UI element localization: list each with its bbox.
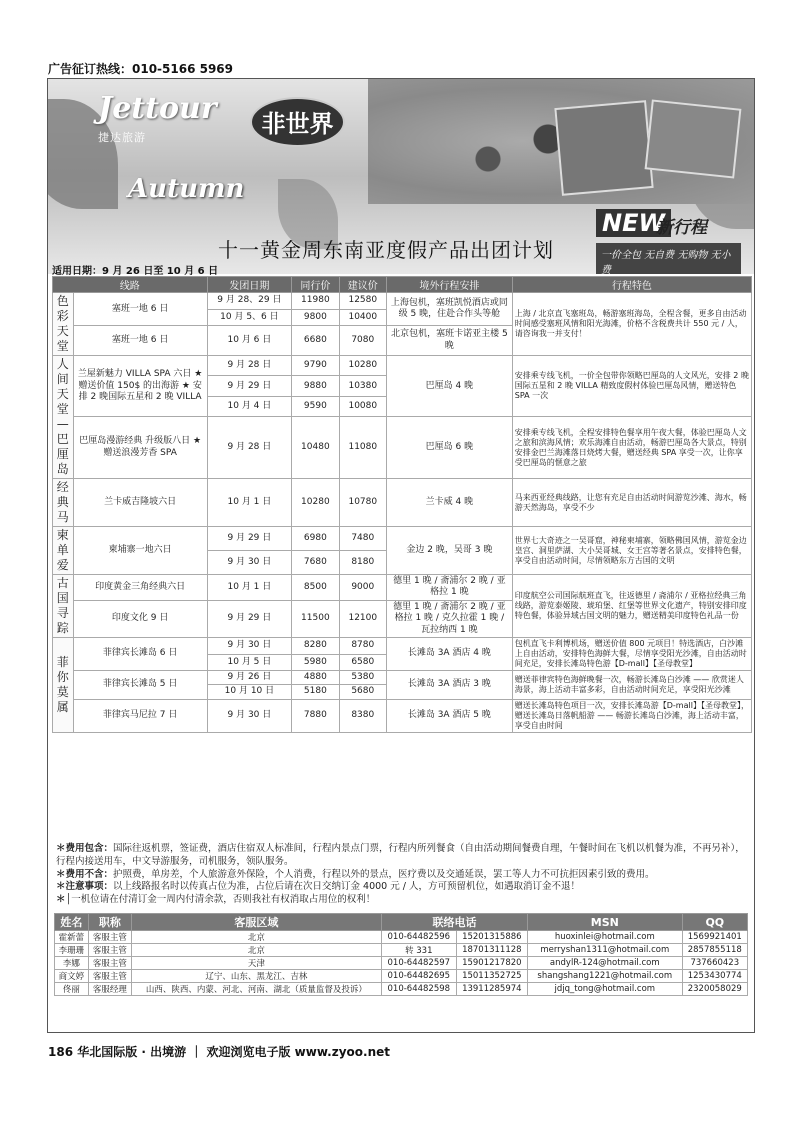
peer-price: 8280 — [292, 638, 339, 655]
col-itinerary: 境外行程安排 — [387, 277, 513, 293]
table-row — [53, 479, 752, 527]
staff-col-region: 客服区域 — [131, 914, 381, 931]
table-row — [53, 527, 752, 551]
departure-date: 9 月 28 日 — [207, 356, 292, 376]
staff-msn: jdjq_tong@hotmail.com — [528, 983, 683, 996]
features: 安排乘专线飞机，全程安排特色餐享用午夜大餐，体验巴厘岛人文之旅和滨海风情；欢乐海滩自由活动，畅游巴厘岛各大景点，特别安排金巴兰海滩落日烧烤大餐，赠送经典 SPA 享受一次，让你享受巴厘岛的惬意之旅 — [512, 417, 751, 479]
valid-dates: 适用日期：9 月 26 日至 10 月 6 日 — [52, 266, 219, 277]
staff-phone: 010-64482695 — [381, 970, 456, 983]
note-text: 国际往返机票，签证费，酒店住宿双人标准间，行程内景点门票，行程内所列餐食（自由活动期间餐费自理，午餐时间在飞机以机餐为准，不再另补），行程内接送用车，中文导游服务，司机服务，领队服务。 — [56, 843, 745, 867]
suggested-price: 5680 — [339, 685, 386, 699]
departure-date: 10 月 1 日 — [207, 575, 292, 601]
note-item — [56, 869, 746, 882]
page-footer: 186 华北国际版 · 出境游 ｜ 欢迎浏览电子版 www.zyoo.net — [48, 1045, 390, 1059]
departure-date: 9 月 29 日 — [207, 376, 292, 396]
table-row — [53, 417, 752, 479]
staff-msn: andylR-124@hotmail.com — [528, 957, 683, 970]
staff-name: 霍新蕾 — [55, 931, 89, 944]
staff-name: 李珊珊 — [55, 944, 89, 957]
departure-date: 9 月 26 日 — [207, 671, 292, 685]
staff-name: 佟丽 — [55, 983, 89, 996]
new-route-label: 新行程 — [656, 218, 707, 238]
peer-price: 10480 — [292, 417, 339, 479]
region-label: 色彩天堂 — [53, 293, 74, 356]
peer-price: 7680 — [292, 551, 339, 575]
staff-name: 商文婷 — [55, 970, 89, 983]
peer-price: 10280 — [292, 479, 339, 527]
col-peer-price: 同行价 — [292, 277, 339, 293]
note-item — [56, 843, 746, 869]
staff-mobile: 15201315886 — [456, 931, 527, 944]
table-row — [55, 931, 748, 944]
staff-title: 客服主管 — [88, 944, 131, 957]
peer-price: 5180 — [292, 685, 339, 699]
region-label: 人间天堂—巴厘岛 — [53, 356, 74, 479]
peer-price: 8500 — [292, 575, 339, 601]
features: 赠送长滩岛特色项目一次，安排长滩岛游【D-mall】【圣母教堂】，赠送长滩岛日落帆船游 —— 畅游长滩岛白沙滩，海上活动丰富，享受自由时间 — [512, 699, 751, 732]
staff-qq: 737660423 — [682, 957, 747, 970]
features: 世界七大奇迹之一吴哥窟，神秘柬埔寨，领略佛国风情，游览金边皇宫、洞里萨湖、大小吴哥城、女王宫等著名景点，安排特色餐，享受自由活动时间，尽情领略东方古国的文明 — [512, 527, 751, 575]
peer-price: 9590 — [292, 396, 339, 416]
peer-price: 11500 — [292, 600, 339, 637]
departure-date: 10 月 5 日 — [207, 654, 292, 671]
new-route-badge — [596, 209, 746, 274]
features: 马来西亚经典线路，让您有充足自由活动时间游览沙滩、海水，畅游天然海岛，享受不少 — [512, 479, 751, 527]
note-label: ＊ — [56, 894, 66, 906]
staff-region: 辽宁、山东、黑龙江、吉林 — [131, 970, 381, 983]
note-label: ＊费用包含： — [56, 843, 114, 854]
col-suggest-price: 建议价 — [339, 277, 386, 293]
staff-phone: 010-64482596 — [381, 931, 456, 944]
peer-price: 9800 — [292, 309, 339, 326]
staff-col-phone: 联络电话 — [381, 914, 527, 931]
suggested-price: 5380 — [339, 671, 386, 685]
jettour-logo: Jettour — [98, 91, 217, 126]
peer-price: 7880 — [292, 699, 339, 732]
peer-price: 9790 — [292, 356, 339, 376]
itinerary: 上海包机，塞班凯悦酒店或同级 5 晚，住赴合作头等舱 — [387, 293, 513, 326]
itinerary: 巴厘岛 6 晚 — [387, 417, 513, 479]
table-row — [55, 970, 748, 983]
staff-col-title: 职称 — [88, 914, 131, 931]
staff-phone: 010-64482597 — [381, 957, 456, 970]
features: 印度航空公司国际航班直飞，往返德里 / 斋浦尔 / 亚格拉经典三角线路，游览泰姬陵、琥珀堡、红堡等世界文化遗产，特别安排印度特色餐，体验异域古国文明的魅力，赠送精美印度特色礼品一份 — [512, 575, 751, 638]
staff-msn: merryshan1311@hotmail.com — [528, 944, 683, 957]
suggested-price: 12100 — [339, 600, 386, 637]
note-text: 以上线路报名时以传真占位为准，占位后请在次日交纳订金 4000 元 / 人，方可预留机位，如遇取消订金不退！ — [113, 881, 580, 893]
jettour-logo-cn: 捷达旅游 — [98, 131, 146, 144]
staff-title: 客服主管 — [88, 970, 131, 983]
peer-price: 9880 — [292, 376, 339, 396]
staff-phone: 010-64482598 — [381, 983, 456, 996]
note-label: ＊注意事项： — [56, 881, 114, 893]
page-frame — [47, 78, 755, 1033]
peer-price: 11980 — [292, 293, 339, 310]
schedule-table — [52, 276, 752, 733]
route-name: 印度文化 9 日 — [73, 600, 207, 637]
staff-col-name: 姓名 — [55, 914, 89, 931]
staff-mobile: 15011352725 — [456, 970, 527, 983]
itinerary: 德里 1 晚 / 斋浦尔 2 晚 / 亚格拉 1 晚 / 克久拉霍 1 晚 / 瓦拉纳西 1 晚 — [387, 600, 513, 637]
staff-region: 山西、陕西、内蒙、河北、河南、湖北（质量监督及投诉） — [131, 983, 381, 996]
contact-block — [54, 1032, 754, 1033]
banner — [48, 79, 754, 274]
route-name: 塞班一地 6 日 — [73, 326, 207, 356]
suggested-price: 10380 — [339, 376, 386, 396]
staff-msn: huoxinlei@hotmail.com — [528, 931, 683, 944]
table-row — [55, 944, 748, 957]
staff-qq: 2320058029 — [682, 983, 747, 996]
feishijie-logo: 非世界 — [250, 97, 345, 147]
suggested-price: 12580 — [339, 293, 386, 310]
departure-date: 10 月 4 日 — [207, 396, 292, 416]
note-label: ＊费用不含： — [56, 868, 114, 880]
new-label: NEW — [596, 209, 671, 237]
staff-region: 北京 — [131, 944, 381, 957]
suggested-price: 8380 — [339, 699, 386, 732]
table-row — [53, 293, 752, 310]
staff-mobile: 15901217820 — [456, 957, 527, 970]
island-photo — [645, 99, 742, 178]
itinerary: 长滩岛 3A 酒店 3 晚 — [387, 671, 513, 700]
route-name: 兰屋新魅力 VILLA SPA 六日 ★ 赠送价值 150$ 的出海游 ★ 安排 2 晚国际五星和 2 晚 VILLA — [73, 356, 207, 417]
staff-msn: shangshang1221@hotmail.com — [528, 970, 683, 983]
suggested-price: 8780 — [339, 638, 386, 655]
girls-photo — [554, 100, 653, 196]
peer-price: 5980 — [292, 654, 339, 671]
staff-qq: 1569921401 — [682, 931, 747, 944]
staff-mobile: 18701311128 — [456, 944, 527, 957]
departure-date: 10 月 1 日 — [207, 479, 292, 527]
suggested-price: 7480 — [339, 527, 386, 551]
itinerary: 德里 1 晚 / 斋浦尔 2 晚 / 亚格拉 1 晚 — [387, 575, 513, 601]
staff-title: 客服主管 — [88, 931, 131, 944]
col-features: 行程特色 — [512, 277, 751, 293]
departure-date: 9 月 30 日 — [207, 699, 292, 732]
staff-body — [55, 931, 748, 996]
route-name: 印度黄金三角经典六日 — [73, 575, 207, 601]
suggested-price: 10780 — [339, 479, 386, 527]
table-row — [53, 575, 752, 601]
contact-main — [54, 1032, 754, 1033]
region-label: 柬单爱 — [53, 527, 74, 575]
itinerary: 长滩岛 3A 酒店 4 晚 — [387, 638, 513, 671]
staff-region: 北京 — [131, 931, 381, 944]
suggested-price: 9000 — [339, 575, 386, 601]
table-row — [53, 356, 752, 376]
page-title: 十一黄金周东南亚度假产品出团计划 — [218, 238, 554, 262]
note-item — [56, 881, 746, 894]
autumn-text: Autumn — [128, 174, 245, 204]
staff-phone: 转 331 — [381, 944, 456, 957]
departure-date: 9 月 28、29 日 — [207, 293, 292, 310]
staff-col-qq: QQ — [682, 914, 747, 931]
table-row — [55, 957, 748, 970]
schedule-body — [53, 293, 752, 733]
route-name: 塞班一地 6 日 — [73, 293, 207, 326]
staff-title: 客服经理 — [88, 983, 131, 996]
note-text: 护照费，单房差，个人旅游意外保险，个人消费，行程以外的景点，医疗费以及交通延误，罢工等人力不可抗拒因素引致的费用。 — [113, 868, 655, 880]
departure-date: 10 月 5、6 日 — [207, 309, 292, 326]
col-route: 线路 — [53, 277, 208, 293]
route-name: 兰卡威吉隆坡六日 — [73, 479, 207, 527]
route-name: 菲律宾长滩岛 6 日 — [73, 638, 207, 671]
departure-date: 9 月 29 日 — [207, 527, 292, 551]
staff-mobile: 13911285974 — [456, 983, 527, 996]
route-name: 巴厘岛漫游经典 升级版八日 ★ 赠送浪漫芳香 SPA — [73, 417, 207, 479]
suggested-price: 10400 — [339, 309, 386, 326]
suggested-price: 6580 — [339, 654, 386, 671]
itinerary: 金边 2 晚，吴哥 3 晚 — [387, 527, 513, 575]
features: 安排乘专线飞机，一价全包带你领略巴厘岛的人文风光，安排 2 晚国际五星和 2 晚 VILLA 精致度假村体验巴厘岛风情，赠送特色 SPA 一次 — [512, 356, 751, 417]
staff-name: 李娜 — [55, 957, 89, 970]
notes-block — [56, 843, 746, 907]
col-date: 发团日期 — [207, 277, 292, 293]
itinerary: 长滩岛 3A 酒店 5 晚 — [387, 699, 513, 732]
suggested-price: 10080 — [339, 396, 386, 416]
suggested-price: 8180 — [339, 551, 386, 575]
features: 包机直飞卡利博机场，赠送价值 800 元项目！特选酒店，白沙滩上自由活动，安排特色海鲜大餐，尽情享受阳光沙滩，自由活动时间充足，安排长滩岛特色游【D-mall】【圣母教堂】 — [512, 638, 751, 671]
departure-date: 9 月 30 日 — [207, 551, 292, 575]
route-name: 菲律宾长滩岛 5 日 — [73, 671, 207, 700]
note-text: │一机位请在付清订金一周内付清余款，否则我社有权消取占用位的权利！ — [65, 894, 376, 906]
peer-price: 4880 — [292, 671, 339, 685]
table-row — [53, 638, 752, 655]
staff-region: 天津 — [131, 957, 381, 970]
itinerary: 巴厘岛 4 晚 — [387, 356, 513, 417]
table-row — [55, 983, 748, 996]
suggested-price: 11080 — [339, 417, 386, 479]
itinerary: 兰卡威 4 晚 — [387, 479, 513, 527]
departure-date: 10 月 10 日 — [207, 685, 292, 699]
table-row — [53, 699, 752, 732]
peer-price: 6680 — [292, 326, 339, 356]
staff-table — [54, 913, 748, 996]
ad-hotline: 广告征订热线：010-5166 5969 — [48, 62, 234, 76]
region-label: 古国寻踪 — [53, 575, 74, 638]
departure-date: 9 月 30 日 — [207, 638, 292, 655]
features: 上海 / 北京直飞塞班岛，畅游塞班海岛，全程含餐，更多自由活动时间感受塞班风情和阳光海滩，价格不含税费共计 550 元 / 人，请咨询我一并支付！ — [512, 293, 751, 356]
features: 赠送菲律宾特色海鲜晚餐一次，畅游长滩岛白沙滩 —— 欣赏迷人海景，海上活动丰富多彩，自由活动时间充足，享受阳光沙滩 — [512, 671, 751, 700]
route-name: 柬埔寨一地六日 — [73, 527, 207, 575]
region-label: 菲你莫属 — [53, 638, 74, 733]
departure-date: 10 月 6 日 — [207, 326, 292, 356]
staff-title: 客服主管 — [88, 957, 131, 970]
peer-price: 6980 — [292, 527, 339, 551]
staff-col-msn: MSN — [528, 914, 683, 931]
table-row — [53, 671, 752, 685]
departure-date: 9 月 29 日 — [207, 600, 292, 637]
staff-qq: 1253430774 — [682, 970, 747, 983]
departure-date: 9 月 28 日 — [207, 417, 292, 479]
all-inclusive-label: 一价全包 无自费 无购物 无小费 — [596, 243, 741, 274]
note-item — [56, 894, 746, 907]
staff-qq: 2857855118 — [682, 944, 747, 957]
itinerary: 北京包机，塞班卡诺亚主楼 5 晚 — [387, 326, 513, 356]
suggested-price: 7080 — [339, 326, 386, 356]
region-label: 经典马 — [53, 479, 74, 527]
route-name: 菲律宾马尼拉 7 日 — [73, 699, 207, 732]
suggested-price: 10280 — [339, 356, 386, 376]
